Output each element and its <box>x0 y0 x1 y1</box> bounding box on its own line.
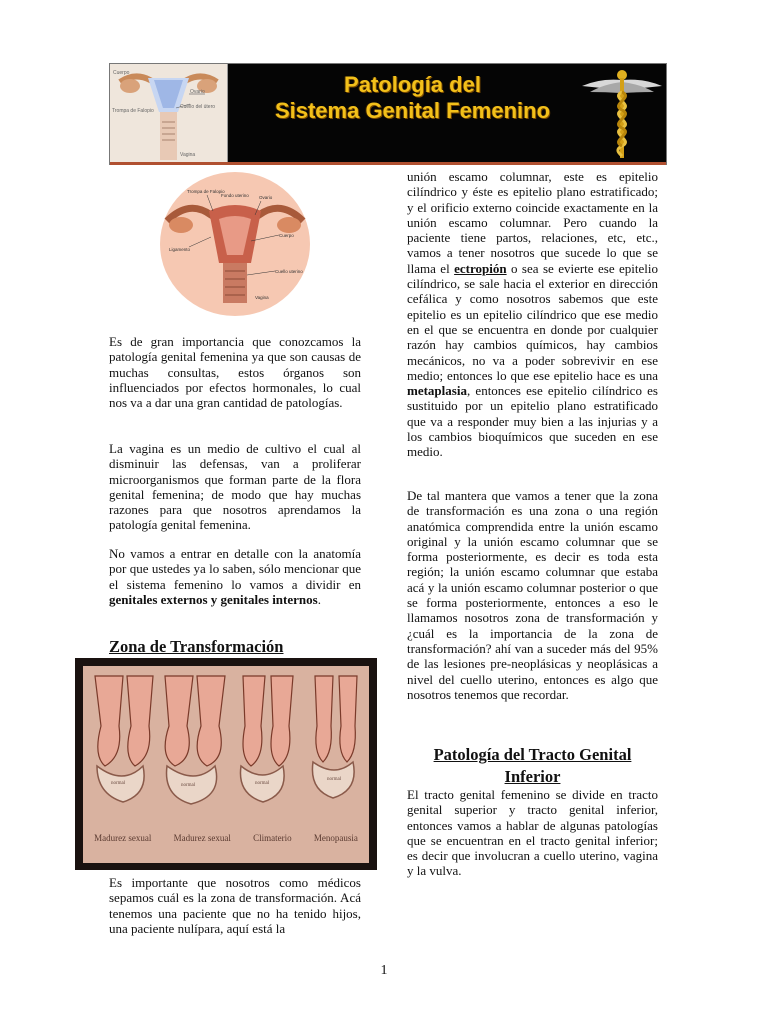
paragraph-anatomy <box>109 546 361 607</box>
figure-label: Trompa de Falopio <box>187 189 225 194</box>
heading-tracto-genital-inferior: Patología del Tracto Genital Inferior <box>433 745 632 786</box>
inset-label: Ovario <box>190 89 205 95</box>
paragraph-vagina: La vagina es un medio de cultivo el cual al disminuir las defensas, van a proliferar microorganismos que forman parte de la flora genital femenina; de modo que hay muchas razones para que nosotros aprendamos la patología genital femenina. <box>109 441 361 533</box>
caption-item: Climaterio <box>253 833 292 843</box>
term-metaplasia: metaplasia <box>407 383 467 399</box>
figure-label: Vagina <box>255 295 269 300</box>
caduceus-icon <box>580 66 664 162</box>
figure-label: Fondo uterino <box>221 193 249 198</box>
heading-zona-transformacion: Zona de Transformación <box>109 637 284 656</box>
figure-label: Ligamento <box>169 247 191 252</box>
paragraph-intro: Es de gran importancia que conozcamos la patología genital femenina ya que son causas de muchas consultas, estos órganos son influenciados por efectos hormonales, lo cual nos va a dar una gran cantidad de patologías. <box>109 334 361 411</box>
transformation-zone-photo <box>75 658 377 870</box>
text-run: , entonces ese epitelio cilíndrico es sustituido por un epitelio plano estratificado que va a responder muy bien a las injurias y a los cambios bioquímicos que suceden en ese medio. <box>407 383 658 460</box>
figure-label: Ovario <box>259 195 273 200</box>
caption-item: Madurez sexual <box>173 833 231 843</box>
document-title <box>235 72 590 124</box>
caption-item: Madurez sexual <box>94 833 152 843</box>
inset-label: Cuello del útero <box>180 104 216 110</box>
uterus-illustration <box>159 171 311 317</box>
page-number: 1 <box>380 963 388 978</box>
anatomy-inset-image <box>110 64 228 164</box>
svg-text:normal: normal <box>111 781 126 786</box>
paragraph-importance: Es importante que nosotros como médicos sepamos cuál es la zona de transformación. Acá tenemos una paciente que no ha tenido hijos, una paciente nulípara, aquí está la <box>109 875 361 936</box>
banner-rule <box>110 162 666 165</box>
text-run: No vamos a entrar en detalle con la anatomía por que ustedes ya lo saben, sólo mencionar que el sistema femenino lo vamos a dividir en <box>109 546 361 592</box>
figure-label: Cuerpo <box>279 233 294 238</box>
inset-label: Vagina <box>180 152 196 158</box>
header-banner <box>109 63 667 165</box>
title-line-2: Sistema Genital Femenino <box>274 98 551 123</box>
photo-captions <box>83 833 369 843</box>
figure-label: Cuello uterino <box>275 269 303 274</box>
inset-label: Cuerpo <box>113 70 130 76</box>
text-run: . <box>317 591 321 607</box>
inset-label: Trompa de Falopio <box>112 108 154 114</box>
svg-text:normal: normal <box>327 777 342 782</box>
caption-item: Menopausia <box>313 833 358 843</box>
title-line-1: Patología del <box>344 72 481 97</box>
paragraph-ectropion <box>407 169 658 460</box>
term-genitales: genitales externos y genitales internos <box>109 591 318 607</box>
svg-text:normal: normal <box>255 781 270 786</box>
paragraph-tract: El tracto genital femenino se divide en tracto genital superior y tracto genital inferior, entonces vamos a hablar de algunas patologías que se encuentran en el tracto genital inferior; es decir que involucran a cuello uterino, vagina y la vulva. <box>407 787 658 879</box>
text-run: o sea se evierte ese epitelio cilíndrico, se sale hacia el exterior en dirección cefálica y como nosotros sabemos que este epitelio es un epitelio cilíndrico que ese medio en el que se encuentra en donde por cualquier razón hay cambios químicos, hay cambios mecánicos, no va a poder sobrevivir en ese medio; entonces lo que ese epitelio hace es una <box>407 260 658 383</box>
svg-text:normal: normal <box>181 783 196 788</box>
text-run: unión escamo columnar, este es epitelio cilíndrico y éste es epitelio plano estratificado; y el orificio externo coincide exactamente en la unión escamo columnar. Pero cuando la paciente tiene partos, relaciones, etc, etc., vamos a tener nosotros que sucede lo que se llama el <box>407 169 658 276</box>
term-ectropion: ectropión <box>454 260 507 276</box>
paragraph-zone-definition: De tal mantera que vamos a tener que la zona de transformación es una zona o una región anatómica comprendida entre la unión escamo original y la unión escamo columnar que se forma posteriormente, es decir es toda esta región; la unión escamo columnar que estaba acá y la unión escamo columnar posterior o que se forma posteriormente, entonces a eso le llamamos nosotros zona de transformación y ¿cuál es la importancia de la zona de transformación? ahí van a suceder más del 95% de las lesiones pre-neoplásicas y neoplásicas a nivel del cuello uterino, entonces es algo que nosotros tenemos que recordar. <box>407 488 658 702</box>
